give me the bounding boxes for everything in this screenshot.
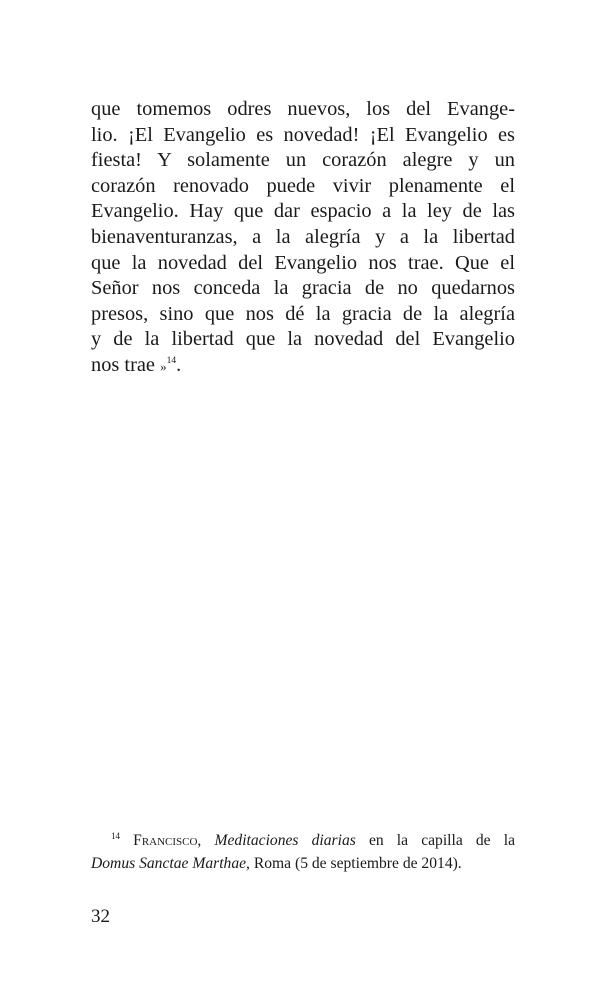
footnote-place: Domus Sanctae Marthae, <box>91 854 250 872</box>
body-paragraph <box>91 97 515 380</box>
footnote-line1-rest: en la capilla de la <box>355 832 515 849</box>
footnote-line2-rest: Roma (5 de septiembre de 2014). <box>249 854 462 872</box>
body-line: bienaventuranzas, a la alegría y a la libertad <box>91 225 515 248</box>
body-line: que tomemos odres nuevos, los del Evange- <box>91 98 515 120</box>
body-line: presos, sino que nos dé la gracia de la alegría <box>91 302 515 325</box>
body-line: y de la libertad que la novedad del Evangelio <box>91 328 515 351</box>
body-line: fiesta! Y solamente un corazón alegre y un <box>91 149 515 172</box>
body-line: Señor nos conceda la gracia de no quedarnos <box>91 277 515 300</box>
page-number: 32 <box>91 906 110 927</box>
body-last-line <box>91 353 515 380</box>
last-line-text: nos trae <box>91 353 161 376</box>
footnote-line-1 <box>91 830 515 853</box>
body-line: lio. ¡El Evangelio es novedad! ¡El Evangelio es <box>91 123 515 146</box>
footnote-author: Francisco, <box>133 832 202 849</box>
footnote-reference[interactable]: 14 <box>166 355 177 366</box>
body-line: corazón renovado puede vivir plenamente el <box>91 174 515 197</box>
footnote <box>91 830 515 875</box>
closing-quote: » <box>160 358 167 374</box>
footnote-number: 14 <box>111 831 120 841</box>
footnote-work-title: Meditaciones diarias <box>214 832 356 849</box>
footnote-line-2 <box>91 853 515 876</box>
body-line: que la novedad del Evangelio nos trae. Que el <box>91 251 515 274</box>
body-line: Evangelio. Hay que dar espacio a la ley de las <box>91 200 515 223</box>
last-line-end: . <box>176 353 182 376</box>
